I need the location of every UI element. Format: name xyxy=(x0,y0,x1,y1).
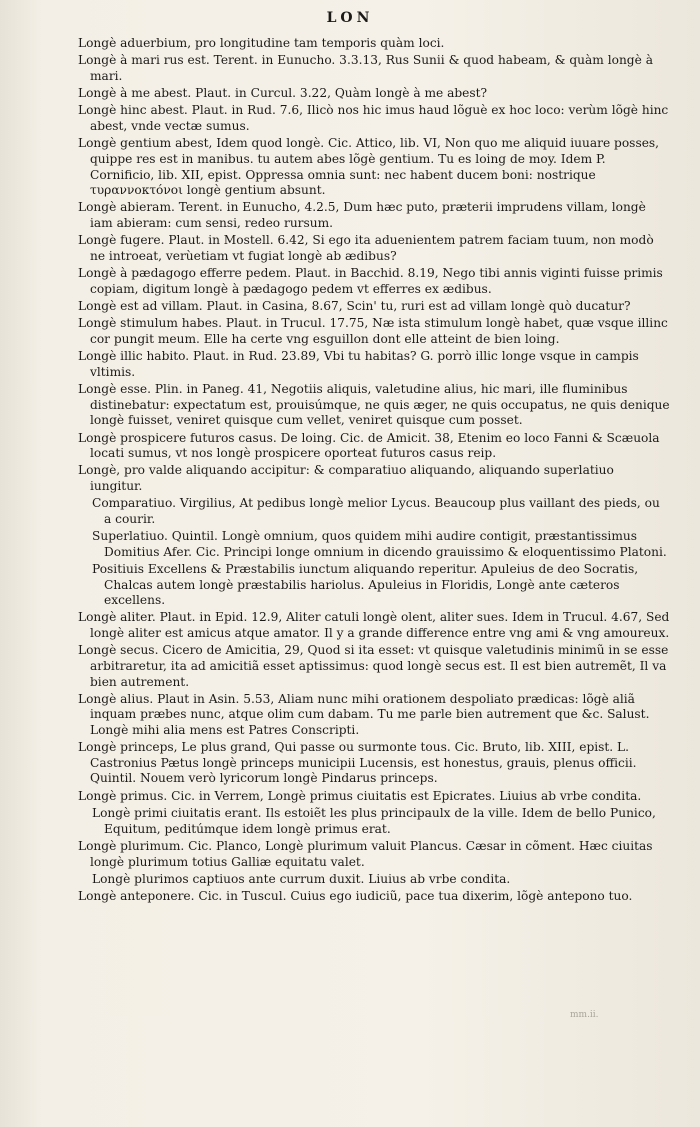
running-head: LON xyxy=(326,10,374,26)
dictionary-entry: Longè plurimos captiuos ante currum duxit. Liuius ab vrbe condita. xyxy=(92,871,511,886)
dictionary-entry: Longè prospicere futuros casus. De loing. Cic. de Amicit. 38, Etenim eo loco Fanni & Scæuola locati sumus, vt nos longè prospicere oporteat futuros casus reip. xyxy=(78,430,660,461)
dictionary-entry: Longè primi ciuitatis erant. Ils estoiẽt les plus principaulx de la ville. Idem de bello Punico, Equitum, peditúmque idem longè primus erat. xyxy=(92,806,656,836)
dictionary-entry: Longè princeps, Le plus grand, Qui passe ou surmonte tous. Cic. Bruto, lib. XIII, epist. L. Castronius Pætus longè princeps municipii Lucensis, est honestus, grauis, plenus officii. Quintil. Nouem verò lyricorum longè Pindarus princeps. xyxy=(78,740,637,786)
dictionary-entry: Comparatiuo. Virgilius, At pedibus longè melior Lycus. Beaucoup plus vaillant des pieds, ou a courir. xyxy=(92,496,660,526)
dictionary-entry: Superlatiuo. Quintil. Longè omnium, quos quidem mihi audire contigit, præstantissimus Domitius Afer. Cic. Principi longe omnium in dicendo grauissimo & eloquentissimo Platoni. xyxy=(92,529,667,559)
dictionary-entry: Longè primus. Cic. in Verrem, Longè primus ciuitatis est Epicrates. Liuius ab vrbe condita. xyxy=(78,788,642,803)
dictionary-entry: Longè alius. Plaut in Asin. 5.53, Aliam nunc mihi orationem despoliato prædicas: lõgè aliã inquam præbes nunc, atque olim cum dabam. Tu me parle bien autrement que &c. Salust. Longè mihi alia mens est Patres Conscripti. xyxy=(78,691,650,737)
dictionary-entry: Longè aliter. Plaut. in Epid. 12.9, Aliter catuli longè olent, aliter sues. Idem in Trucul. 4.67, Sed longè aliter est amicus atque amator. Il y a grande difference entre vng ami & vng amoureux. xyxy=(78,610,670,641)
dictionary-entry: Longè anteponere. Cic. in Tuscul. Cuius ego iudiciũ, pace tua dixerim, lõgè antepono tuo. xyxy=(78,889,633,904)
dictionary-entry: Longè plurimum. Cic. Planco, Longè plurimum valuit Plancus. Cæsar in cõment. Hæc ciuitas longè plurimum totius Galliæ equitatu valet. xyxy=(78,838,653,869)
dictionary-entry: Longè à mari rus est. Terent. in Eunucho. 3.3.13, Rus Sunii & quod habeam, & quàm longè à mari. xyxy=(78,53,653,83)
dictionary-entry: Longè abieram. Terent. in Eunucho, 4.2.5, Dum hæc puto, præterii imprudens villam, longè iam abieram: cum sensi, redeo rursum. xyxy=(78,200,646,230)
dictionary-entry: Longè hinc abest. Plaut. in Rud. 7.6, Ilicò nos hic imus haud lõguè ex hoc loco: verùm lõgè hinc abest, vnde vectæ sumus. xyxy=(78,103,669,134)
dictionary-text xyxy=(78,36,670,906)
dictionary-entry: Positiuis Excellens & Præstabilis iunctum aliquando reperitur. Apuleius de deo Socratis, Chalcas autem longè præstabilis hariolus. Apuleius in Floridis, Longè ante cæteros excellens. xyxy=(92,562,639,608)
dictionary-entry: Longè, pro valde aliquando accipitur: & comparatiuo aliquando, aliquando superlatiuo iungitur. xyxy=(78,463,614,493)
dictionary-entry: Longè illic habito. Plaut. in Rud. 23.89, Vbi tu habitas? G. porrò illic longe vsque in campis vltimis. xyxy=(78,349,639,379)
dictionary-entry: Longè esse. Plin. in Paneg. 41, Negotiis aliquis, valetudine alius, hic mari, ille fluminibus distinebatur: expectatum est, prouisúmque, ne quis æger, ne quis occupatus, ne quis denique longè fuisset, veniret quisque cum vellet, veniret quisque cum posset. xyxy=(78,382,670,428)
dictionary-entry: Longè aduerbium, pro longitudine tam temporis quàm loci. xyxy=(78,36,445,50)
dictionary-entry: Longè à me abest. Plaut. in Curcul. 3.22, Quàm longè à me abest? xyxy=(78,86,488,101)
dictionary-entry: Longè fugere. Plaut. in Mostell. 6.42, Si ego ita aduenientem patrem faciam tuum, non modò ne introeat, verùetiam vt fugiat longè ab ædibus? xyxy=(78,233,654,263)
dictionary-entry: Longè à pædagogo efferre pedem. Plaut. in Bacchid. 8.19, Nego tibi annis viginti fuisse primis copiam, digitum longè à pædagogo pedem vt efferres ex ædibus. xyxy=(78,266,663,296)
dictionary-entry: Longè est ad villam. Plaut. in Casina, 8.67, Scin' tu, ruri est ad villam longè quò ducatur? xyxy=(78,299,631,313)
dictionary-entry: Longè stimulum habes. Plaut. in Trucul. 17.75, Næ ista stimulum longè habet, quæ vsque illinc cor pungit meum. Elle ha certe vng esguillon dont elle atteint de bien loing. xyxy=(78,316,668,346)
dictionary-entry: Longè secus. Cicero de Amicitia, 29, Quod si ita esset: vt quisque valetudinis minimũ in se esse arbitraretur, ita ad amicitiã esset aptissimus: quod longè secus est. Il est bien autremẽt, Il va bien autrement. xyxy=(78,643,669,689)
footer-mark: mm.ii. xyxy=(570,1010,599,1020)
dictionary-entry: Longè gentium abest, Idem quod longè. Cic. Attico, lib. VI, Non quo me aliquid iuuare posses, quippe res est in manibus. tu autem abes lõgè gentium. Tu es loing de moy. Idem P. Cornificio, lib. XII, epist. Oppressa omnia sunt: nec habent ducem boni: nostrique τυραννοκτόνοι longè gentium absunt. xyxy=(78,136,660,198)
